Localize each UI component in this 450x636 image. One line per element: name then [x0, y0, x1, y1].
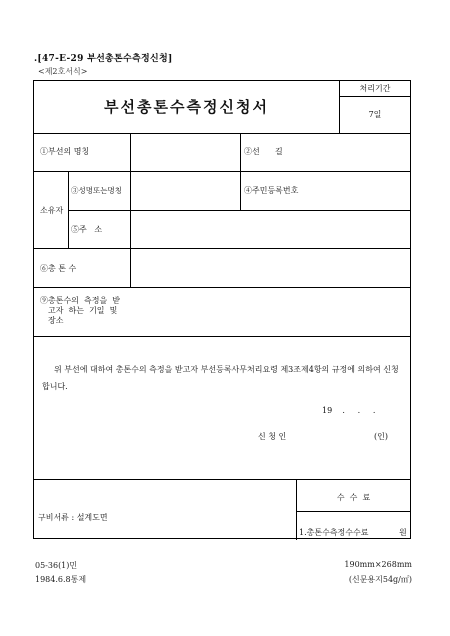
- gross-tonnage-label: ⑥총 톤 수: [40, 264, 77, 273]
- application-form: [33, 80, 411, 539]
- processing-period-label: 처리기간: [359, 84, 391, 93]
- fee-item: 1.총톤수측정수수료: [299, 528, 369, 537]
- address-label: ⑤주 소: [71, 225, 103, 234]
- application-statement: 위 부선에 대하여 총톤수의 측정을 받고자 부선등록사무처리요령 제3조제4항의 규정에 의하여 신청합니다.: [42, 365, 399, 391]
- measurement-place-label: 고자 하는 기일 및: [48, 306, 118, 315]
- footer-paper: (신문용지54g/㎡): [348, 575, 412, 584]
- divider: [68, 210, 411, 211]
- seal-label: (인): [374, 432, 388, 441]
- divider: [34, 133, 411, 134]
- barge-name-label: ①부선의 명칭: [40, 147, 90, 156]
- measurement-place-label: ⑨총톤수의 측정을 받: [40, 296, 120, 305]
- form-code: .[47-E-29 부선총톤수측정신청]: [34, 54, 173, 64]
- divider: [240, 133, 241, 210]
- processing-period-value: 7일: [368, 110, 382, 119]
- divider: [339, 96, 411, 97]
- divider: [34, 336, 411, 337]
- divider: [296, 511, 411, 512]
- date-line: 19 . . .: [322, 406, 376, 415]
- owner-group-label: 소유자: [40, 206, 64, 215]
- divider: [296, 479, 297, 540]
- fee-unit: 원: [399, 528, 407, 537]
- form-number: <제2호서식>: [38, 67, 88, 76]
- fee-header: 수 수 료: [336, 493, 371, 502]
- owner-name-label: ③성명또는명칭: [71, 186, 122, 195]
- divider: [34, 479, 411, 480]
- footer-code: 05-36(1)민: [35, 561, 78, 570]
- resident-number-label: ④주민등록번호: [244, 186, 299, 195]
- form-title: 부선총톤수측정신청서: [104, 98, 269, 116]
- required-documents: 구비서류 : 설계도면: [38, 513, 108, 522]
- footer-size: 190mm×268mm: [344, 560, 412, 569]
- footer-date: 1984.6.8통제: [35, 575, 87, 584]
- divider: [68, 171, 69, 248]
- divider: [130, 133, 131, 287]
- measurement-place-label: 장소: [48, 316, 64, 325]
- divider: [34, 248, 411, 249]
- applicant-label: 신 청 인: [258, 432, 287, 441]
- divider: [34, 171, 411, 172]
- divider: [34, 287, 411, 288]
- length-label: ②선 길: [244, 147, 283, 156]
